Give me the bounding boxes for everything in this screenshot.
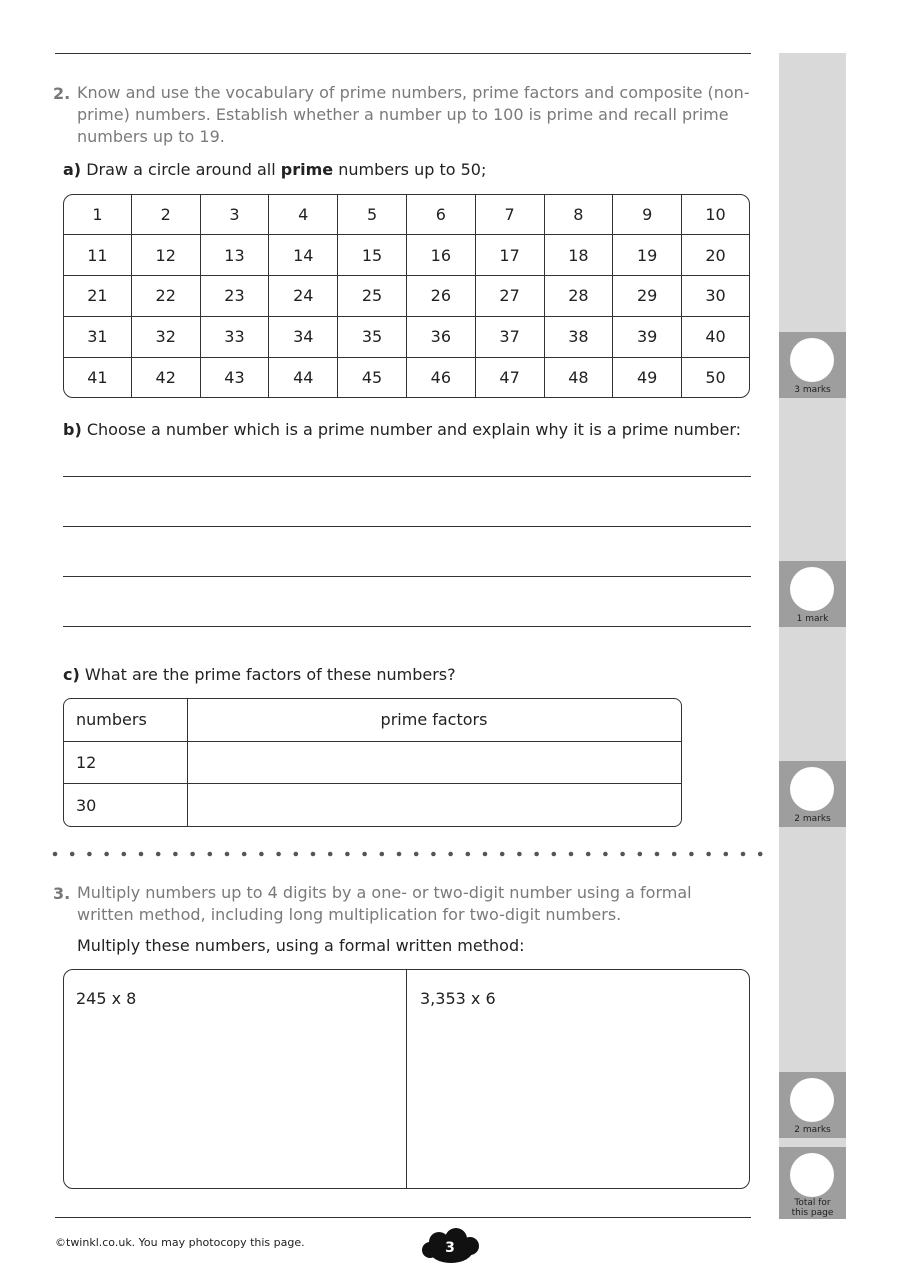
mark-label: 3 marks xyxy=(794,385,831,395)
question-3-instruction: Multiply these numbers, using a formal written method: xyxy=(77,936,525,955)
part-a-label: a) xyxy=(63,160,82,179)
top-rule xyxy=(55,53,751,54)
separator-dot xyxy=(483,852,488,857)
answer-line[interactable] xyxy=(63,476,751,477)
part-b-label: b) xyxy=(63,420,82,439)
grid-number-cell[interactable]: 33 xyxy=(200,316,269,357)
grid-number-cell[interactable]: 1 xyxy=(64,195,131,235)
grid-number-cell[interactable]: 28 xyxy=(544,276,613,317)
part-b-text: Choose a number which is a prime number and explain why it is a prime number: xyxy=(86,420,742,439)
separator-dot xyxy=(620,852,625,857)
multiplication-work-box xyxy=(63,969,750,1189)
part-a-bold-word: prime xyxy=(280,160,334,179)
separator-dot xyxy=(569,852,574,857)
answer-line[interactable] xyxy=(63,576,751,577)
grid-number-cell[interactable]: 43 xyxy=(200,357,269,397)
separator-dot xyxy=(500,852,505,857)
prime-factors-answer-cell[interactable] xyxy=(188,741,682,784)
grid-number-cell[interactable]: 40 xyxy=(682,316,749,357)
grid-number-cell[interactable]: 12 xyxy=(131,235,200,276)
separator-dot xyxy=(431,852,436,857)
box-divider xyxy=(406,970,407,1188)
separator-dot xyxy=(758,852,763,857)
separator-dot xyxy=(345,852,350,857)
grid-number-cell[interactable]: 44 xyxy=(269,357,338,397)
grid-number-cell[interactable]: 29 xyxy=(613,276,682,317)
grid-number-cell[interactable]: 35 xyxy=(338,316,407,357)
separator-dot xyxy=(87,852,92,857)
mark-circle[interactable] xyxy=(790,567,834,611)
separator-dot xyxy=(638,852,643,857)
grid-number-cell[interactable]: 23 xyxy=(200,276,269,317)
part-a-prompt xyxy=(63,160,486,179)
separator-dot xyxy=(190,852,195,857)
separator-dot xyxy=(53,852,58,857)
grid-number-cell[interactable]: 14 xyxy=(269,235,338,276)
separator-dot xyxy=(328,852,333,857)
mark-label: 2 marks xyxy=(794,814,831,824)
separator-dot xyxy=(534,852,539,857)
objective-line: numbers up to 19. xyxy=(77,127,225,146)
separator-dot xyxy=(380,852,385,857)
prime-factors-table xyxy=(63,698,682,827)
part-c-label: c) xyxy=(63,665,80,684)
grid-number-cell[interactable]: 38 xyxy=(544,316,613,357)
grid-number-cell[interactable]: 45 xyxy=(338,357,407,397)
left-problem: 245 x 8 xyxy=(76,989,137,1008)
separator-dot xyxy=(603,852,608,857)
mark-label-total-line2: this page xyxy=(791,1208,834,1218)
question-2-objective xyxy=(77,82,757,148)
separator-dot xyxy=(225,852,230,857)
grid-number-cell[interactable]: 22 xyxy=(131,276,200,317)
separator-dot xyxy=(294,852,299,857)
marks-sidebar xyxy=(779,53,846,1219)
number-cell: 30 xyxy=(64,784,188,826)
objective-line: written method, including long multiplication for two-digit numbers. xyxy=(77,905,622,924)
question-3-number: 3. xyxy=(53,884,71,903)
mark-label: 1 mark xyxy=(796,614,829,624)
part-a-text-before: Draw a circle around all xyxy=(86,160,276,179)
separator-dot xyxy=(397,852,402,857)
table-header-row xyxy=(64,699,681,741)
objective-line: prime) numbers. Establish whether a number up to 100 is prime and recall prime xyxy=(77,105,729,124)
mark-box-question-3 xyxy=(779,1072,846,1138)
separator-dot xyxy=(156,852,161,857)
prime-number-grid xyxy=(63,194,750,398)
grid-number-cell[interactable]: 4 xyxy=(269,195,338,235)
question-3-objective xyxy=(77,882,757,926)
mark-circle[interactable] xyxy=(790,1078,834,1122)
grid-number-cell[interactable]: 10 xyxy=(682,195,749,235)
grid-number-cell[interactable]: 15 xyxy=(338,235,407,276)
separator-dot xyxy=(706,852,711,857)
separator-dot xyxy=(208,852,213,857)
bottom-rule xyxy=(55,1217,751,1218)
mark-box-part-b xyxy=(779,561,846,627)
separator-dot xyxy=(724,852,729,857)
grid-number-cell[interactable]: 21 xyxy=(64,276,131,317)
grid-number-cell[interactable]: 3 xyxy=(200,195,269,235)
grid-number-cell[interactable]: 36 xyxy=(406,316,475,357)
part-c-text: What are the prime factors of these numbers? xyxy=(84,665,456,684)
grid-number-cell[interactable]: 30 xyxy=(682,276,749,317)
separator-dot xyxy=(70,852,75,857)
separator-dot xyxy=(689,852,694,857)
separator-dot xyxy=(448,852,453,857)
grid-row xyxy=(64,195,749,235)
mark-circle[interactable] xyxy=(790,767,834,811)
grid-number-cell[interactable]: 19 xyxy=(613,235,682,276)
separator-dot xyxy=(362,852,367,857)
numbers-header: numbers xyxy=(64,699,188,741)
grid-number-cell[interactable]: 25 xyxy=(338,276,407,317)
grid-number-cell[interactable]: 31 xyxy=(64,316,131,357)
mark-box-part-c xyxy=(779,761,846,827)
table-row xyxy=(64,784,681,826)
grid-number-cell[interactable]: 39 xyxy=(613,316,682,357)
answer-line[interactable] xyxy=(63,526,751,527)
separator-dot xyxy=(173,852,178,857)
separator-dot xyxy=(259,852,264,857)
mark-circle[interactable] xyxy=(790,338,834,382)
page-number: 3 xyxy=(445,1240,455,1256)
grid-number-cell[interactable]: 47 xyxy=(475,357,544,397)
separator-dot xyxy=(586,852,591,857)
grid-number-cell[interactable]: 27 xyxy=(475,276,544,317)
grid-number-cell[interactable]: 24 xyxy=(269,276,338,317)
separator-dot xyxy=(552,852,557,857)
grid-number-cell[interactable]: 9 xyxy=(613,195,682,235)
table-row xyxy=(64,741,681,784)
prime-grid-table xyxy=(64,195,749,397)
mark-label-total-line1: Total for xyxy=(794,1198,831,1208)
grid-number-cell[interactable]: 50 xyxy=(682,357,749,397)
grid-number-cell[interactable]: 20 xyxy=(682,235,749,276)
separator-dot xyxy=(655,852,660,857)
grid-number-cell[interactable]: 17 xyxy=(475,235,544,276)
part-a-text-after: numbers up to 50; xyxy=(338,160,487,179)
grid-row xyxy=(64,276,749,317)
objective-line: Know and use the vocabulary of prime numbers, prime factors and composite (non- xyxy=(77,83,750,102)
grid-number-cell[interactable]: 13 xyxy=(200,235,269,276)
grid-number-cell[interactable]: 32 xyxy=(131,316,200,357)
mark-box-page-total xyxy=(779,1147,846,1219)
grid-number-cell[interactable]: 11 xyxy=(64,235,131,276)
grid-number-cell[interactable]: 18 xyxy=(544,235,613,276)
separator-dot xyxy=(139,852,144,857)
answer-line[interactable] xyxy=(63,626,751,627)
grid-number-cell[interactable]: 8 xyxy=(544,195,613,235)
separator-dot xyxy=(242,852,247,857)
copyright-notice: ©twinkl.co.uk. You may photocopy this page. xyxy=(55,1236,305,1249)
separator-dot xyxy=(104,852,109,857)
grid-number-cell[interactable]: 16 xyxy=(406,235,475,276)
grid-number-cell[interactable]: 34 xyxy=(269,316,338,357)
separator-dot xyxy=(741,852,746,857)
prime-factors-header: prime factors xyxy=(188,699,682,741)
question-2-number: 2. xyxy=(53,84,71,103)
separator-dot xyxy=(672,852,677,857)
part-b-prompt xyxy=(63,420,741,439)
prime-factors-answer-cell[interactable] xyxy=(188,784,682,826)
grid-number-cell[interactable]: 46 xyxy=(406,357,475,397)
grid-row xyxy=(64,235,749,276)
grid-number-cell[interactable]: 7 xyxy=(475,195,544,235)
grid-number-cell[interactable]: 48 xyxy=(544,357,613,397)
grid-number-cell[interactable]: 6 xyxy=(406,195,475,235)
grid-number-cell[interactable]: 26 xyxy=(406,276,475,317)
separator-dot xyxy=(517,852,522,857)
number-cell: 12 xyxy=(64,741,188,784)
grid-number-cell[interactable]: 37 xyxy=(475,316,544,357)
grid-number-cell[interactable]: 5 xyxy=(338,195,407,235)
dotted-separator xyxy=(52,851,772,857)
right-problem: 3,353 x 6 xyxy=(420,989,496,1008)
grid-number-cell[interactable]: 42 xyxy=(131,357,200,397)
part-c-prompt xyxy=(63,665,456,684)
grid-row xyxy=(64,316,749,357)
grid-number-cell[interactable]: 2 xyxy=(131,195,200,235)
separator-dot xyxy=(311,852,316,857)
mark-box-part-a xyxy=(779,332,846,398)
grid-number-cell[interactable]: 49 xyxy=(613,357,682,397)
separator-dot xyxy=(276,852,281,857)
grid-row xyxy=(64,357,749,397)
mark-circle[interactable] xyxy=(790,1153,834,1197)
separator-dot xyxy=(466,852,471,857)
separator-dot xyxy=(414,852,419,857)
separator-dot xyxy=(122,852,127,857)
mark-label: 2 marks xyxy=(794,1125,831,1135)
grid-number-cell[interactable]: 41 xyxy=(64,357,131,397)
objective-line: Multiply numbers up to 4 digits by a one- or two-digit number using a formal xyxy=(77,883,692,902)
